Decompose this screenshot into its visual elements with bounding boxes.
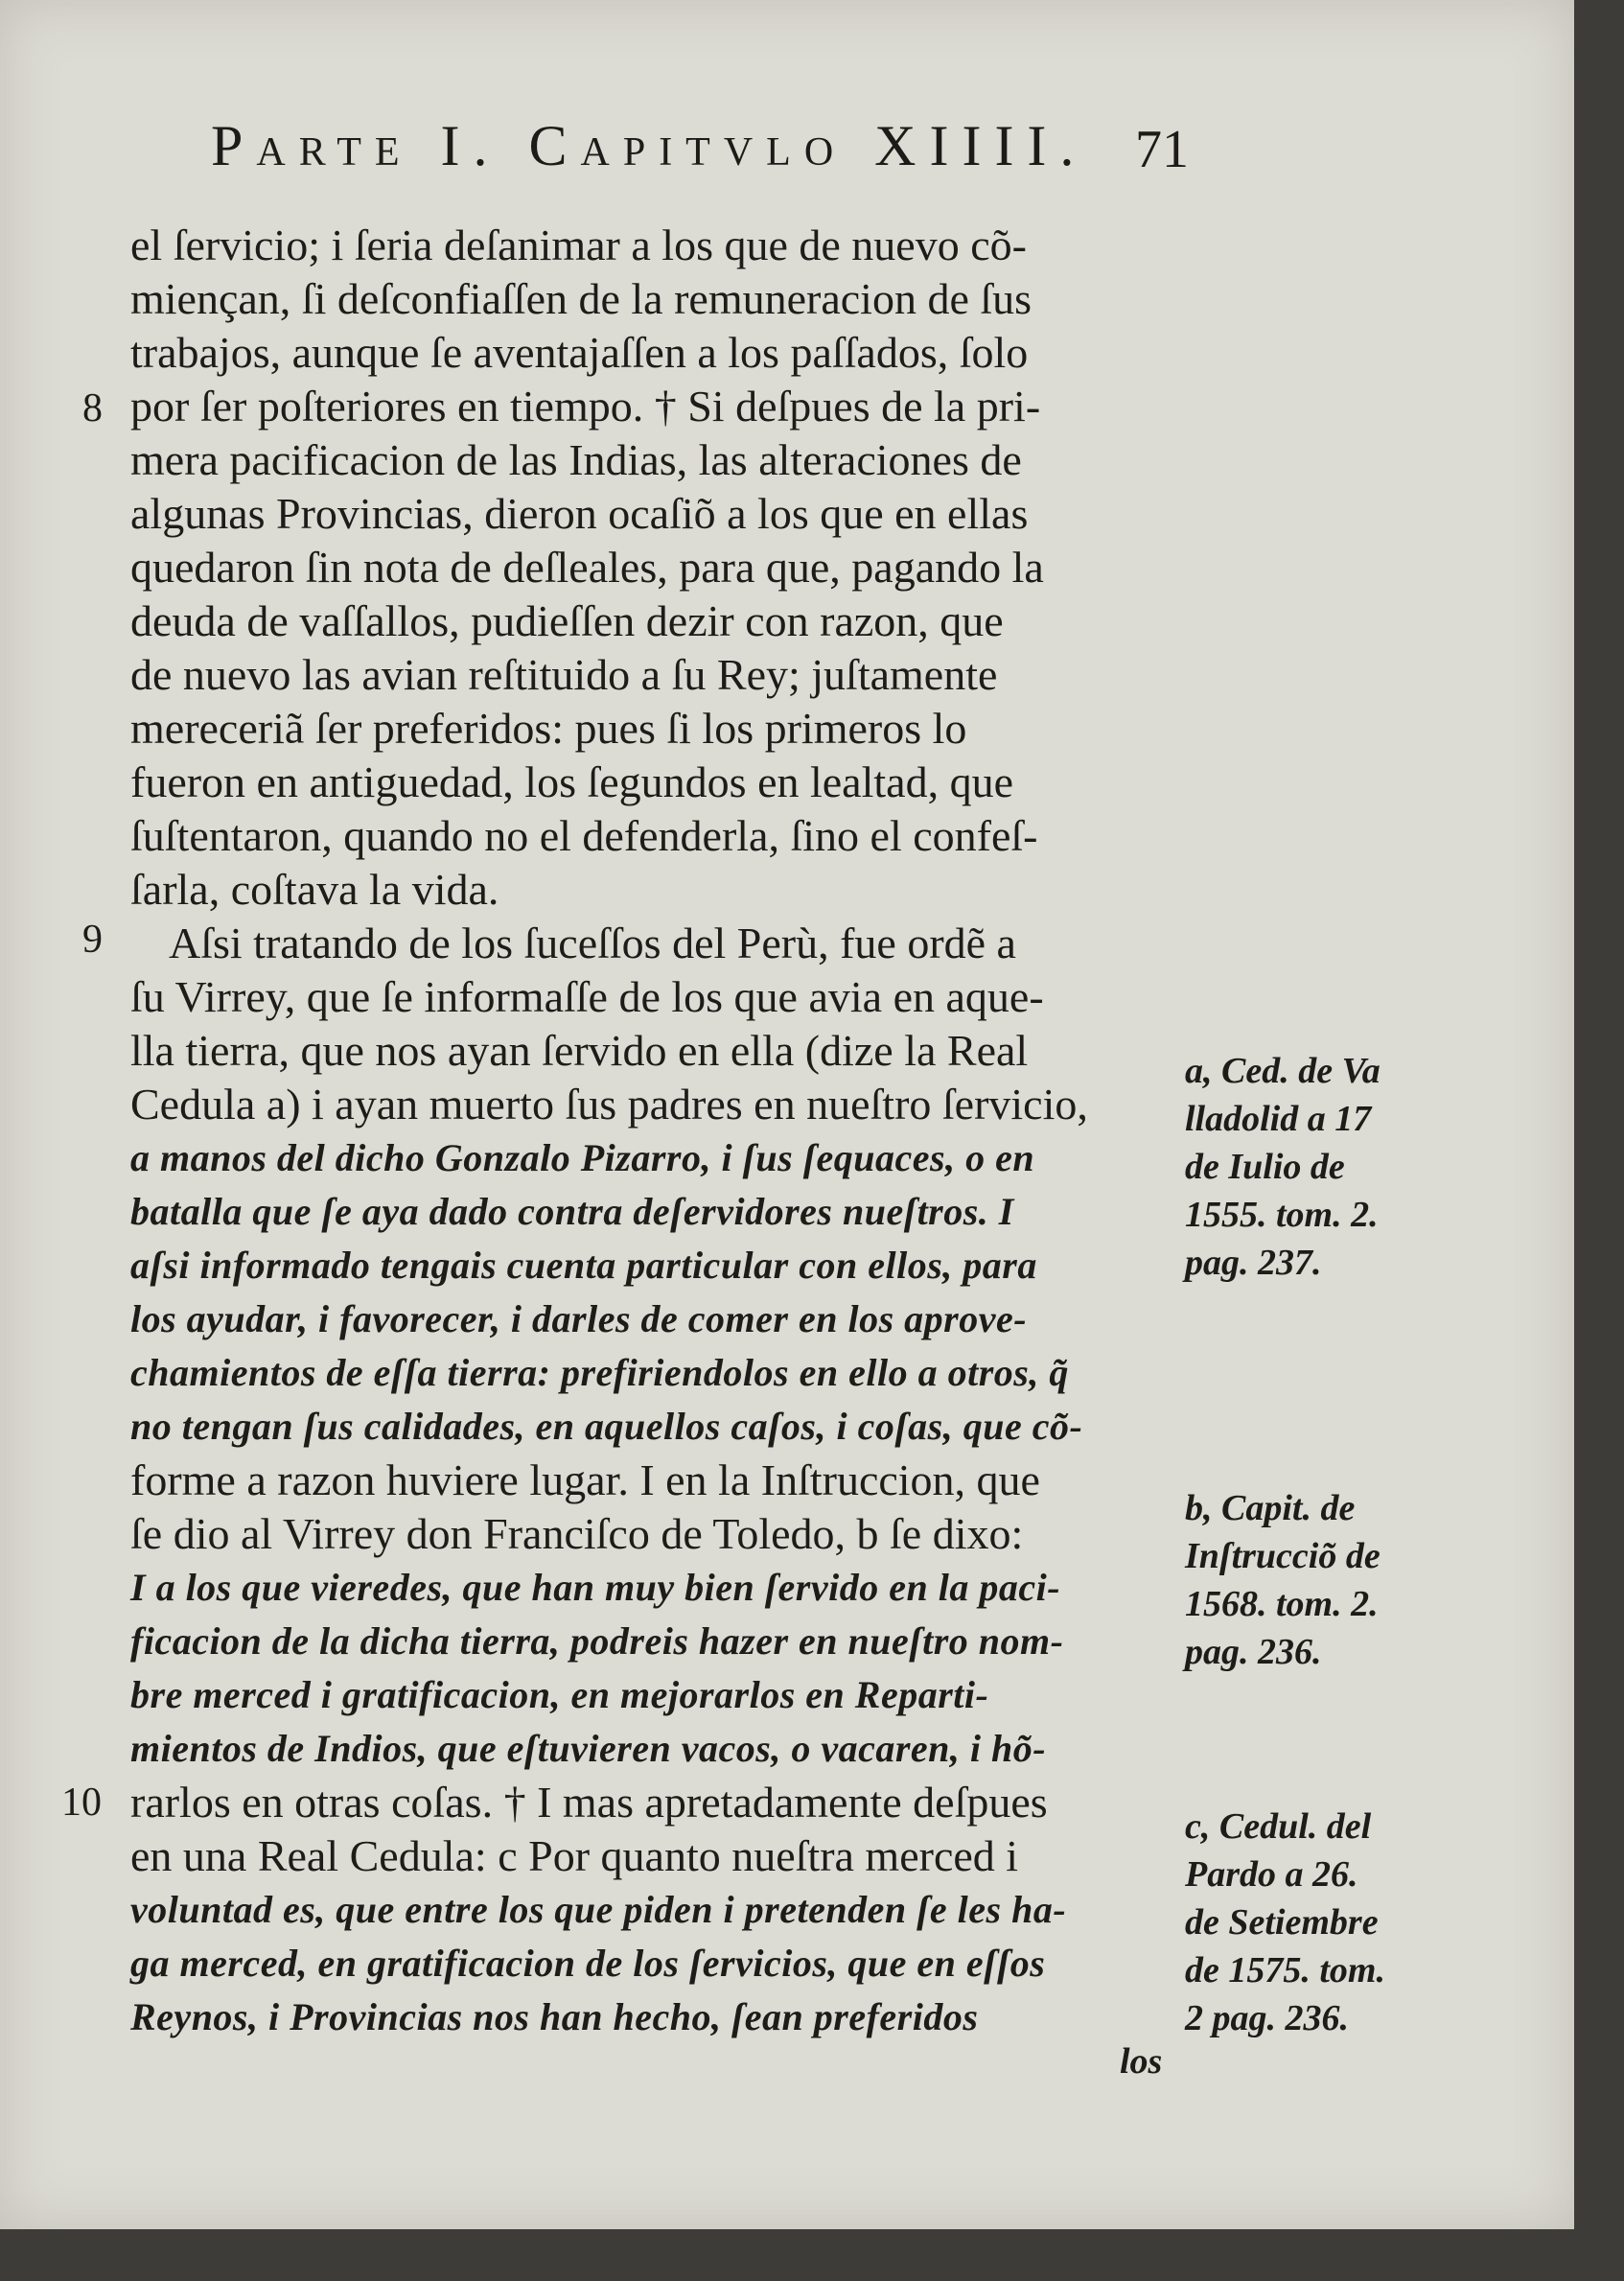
page-header xyxy=(211,113,1189,190)
body-line: Cedula a) i ayan muerto ſus padres en nueſtro ſervicio, xyxy=(130,1080,1088,1129)
paragraph-number-8: 8 xyxy=(82,386,103,431)
body-line: los ayudar, i favorecer, i darles de comer en los aprove- xyxy=(130,1297,1028,1340)
body-line: mera pacificacion de las Indias, las alteraciones de xyxy=(130,435,1022,484)
marginal-note-line: Pardo a 26. xyxy=(1185,1854,1358,1895)
body-line: deuda de vaſſallos, pudieſſen dezir con razon, que xyxy=(130,596,1004,645)
marginal-note-line: b, Capit. de xyxy=(1185,1488,1356,1528)
body-line: fueron en antiguedad, los ſegundos en lealtad, que xyxy=(130,757,1013,806)
marginal-note-line: pag. 236. xyxy=(1185,1632,1322,1672)
paragraph-number-10: 10 xyxy=(61,1781,102,1825)
marginal-note-line: pag. 237. xyxy=(1185,1243,1322,1283)
paragraph-number-9: 9 xyxy=(82,918,103,962)
marginal-note-line: Inſtrucciõ de xyxy=(1185,1536,1380,1576)
body-line: ſe dio al Virrey don Franciſco de Toledo, b ſe dixo: xyxy=(130,1509,1024,1558)
marginal-note-c xyxy=(1185,1803,1511,2042)
body-line: bre merced i gratificacion, en mejorarlos en Reparti- xyxy=(130,1673,989,1716)
body-line: forme a razon huviere lugar. I en la Inſtruccion, que xyxy=(130,1455,1040,1504)
body-line: el ſervicio; i ſeria deſanimar a los que de nuevo cõ- xyxy=(130,221,1027,269)
body-line: quedaron ſin nota de deſleales, para que, pagando la xyxy=(130,543,1044,592)
body-line: a manos del dicho Gonzalo Pizarro, i ſus ſequaces, o en xyxy=(130,1136,1035,1179)
body-line: ga merced, en gratificacion de los ſervicios, que en eſſos xyxy=(130,1942,1046,1985)
marginal-note-line: 1568. tom. 2. xyxy=(1185,1584,1379,1624)
running-title: Parte I. Capitvlo XIIII. xyxy=(211,114,1088,177)
body-line: no tengan ſus calidades, en aquellos caſos, i coſas, que cõ- xyxy=(130,1405,1083,1448)
body-line: lla tierra, que nos ayan ſervido en ella (dize la Real xyxy=(130,1026,1029,1075)
marginal-note-line: 1555. tom. 2. xyxy=(1185,1195,1379,1235)
body-line: ficacion de la dicha tierra, podreis hazer en nueſtro nom- xyxy=(130,1619,1064,1663)
body-line: trabajos, aunque ſe aventajaſſen a los paſſados, ſolo xyxy=(130,328,1029,377)
marginal-note-line: de Setiembre xyxy=(1185,1902,1379,1943)
body-line: por ſer poſteriores en tiempo. † Si deſpues de la pri- xyxy=(130,382,1041,431)
marginal-note-line: c, Cedul. del xyxy=(1185,1806,1372,1847)
marginal-note-line: a, Ced. de Va xyxy=(1185,1051,1380,1091)
body-line: algunas Provincias, dieron ocaſiõ a los que en ellas xyxy=(130,489,1029,538)
body-line: Reynos, i Provincias nos han hecho, ſean preferidos xyxy=(130,1995,979,2038)
marginal-note-line: 2 pag. 236. xyxy=(1185,1998,1349,2038)
body-line: ſarla, coſtava la vida. xyxy=(130,865,499,914)
body-line: Aſsi tratando de los ſuceſſos del Perù, fue ordẽ a xyxy=(169,919,1016,967)
marginal-note-a xyxy=(1185,1047,1511,1287)
marginal-note-line: lladolid a 17 xyxy=(1185,1099,1372,1139)
body-line: mereceriã ſer preferidos: pues ſi los primeros lo xyxy=(130,704,967,753)
body-line: I a los que vieredes, que han muy bien ſervido en la paci- xyxy=(130,1566,1061,1609)
body-line: rarlos en otras coſas. † I mas apretadamente deſpues xyxy=(130,1778,1048,1827)
marginal-note-line: de Iulio de xyxy=(1185,1147,1345,1187)
body-line: chamientos de eſſa tierra: prefiriendolos en ello a otros, q̃ xyxy=(130,1351,1069,1394)
body-line: ſu Virrey, que ſe informaſſe de los que avia en aque- xyxy=(130,972,1044,1021)
body-line: batalla que ſe aya dado contra deſervidores nueſtros. I xyxy=(130,1190,1014,1233)
body-line: aſsi informado tengais cuenta particular con ellos, para xyxy=(130,1244,1037,1287)
body-line: ſuſtentaron, quando no el defenderla, ſino el confeſ- xyxy=(130,811,1038,860)
body-line: de nuevo las avian reſtituido a ſu Rey; juſtamente xyxy=(130,650,998,699)
body-line: en una Real Cedula: c Por quanto nueſtra merced i xyxy=(130,1831,1019,1880)
body-line: voluntad es, que entre los que piden i pretenden ſe les ha- xyxy=(130,1888,1067,1931)
page-number: 71 xyxy=(1135,120,1189,179)
catchword: los xyxy=(1120,2041,1163,2082)
body-line: mientos de Indios, que eſtuvieren vacos, o vacaren, i hõ- xyxy=(130,1727,1047,1770)
body-line: miençan, ſi deſconfiaſſen de la remuneracion de ſus xyxy=(130,274,1032,323)
marginal-note-line: de 1575. tom. xyxy=(1185,1950,1385,1990)
marginal-note-b xyxy=(1185,1484,1511,1676)
